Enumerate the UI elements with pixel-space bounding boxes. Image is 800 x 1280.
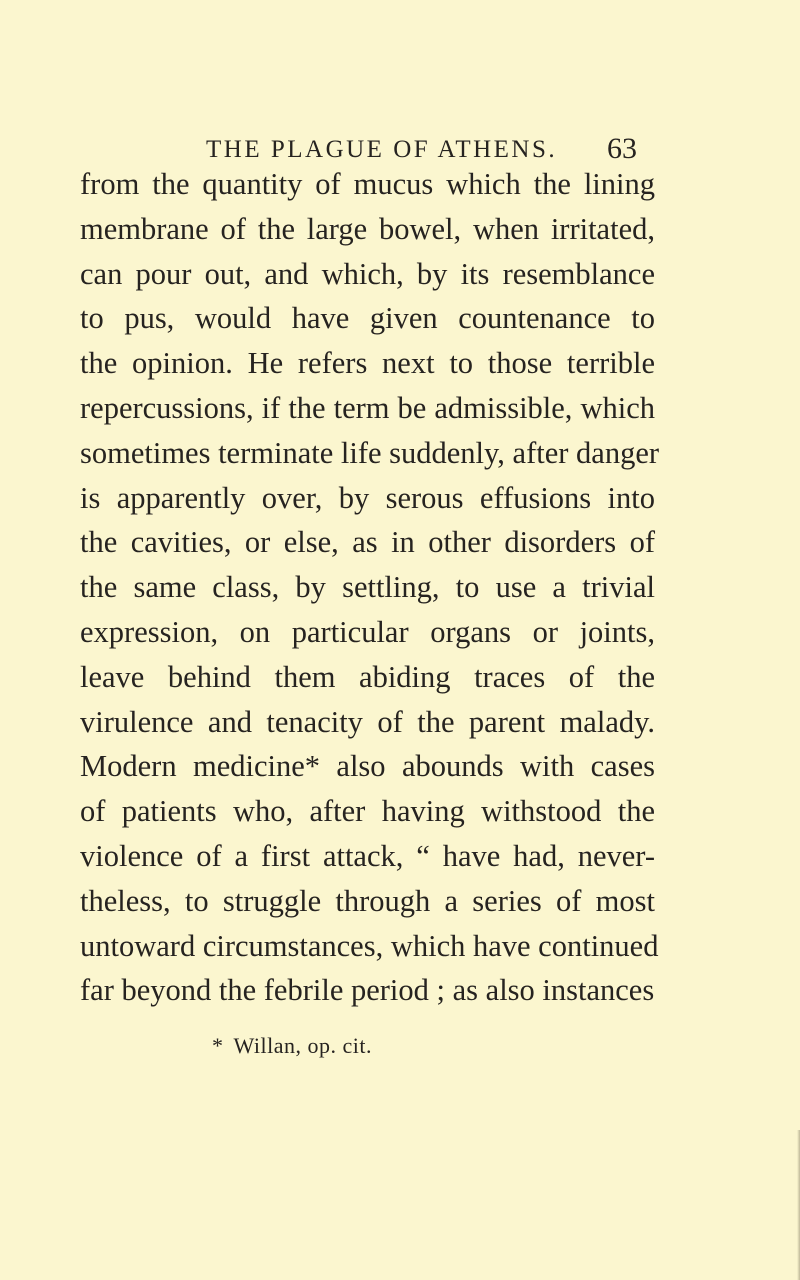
text-line: far beyond the febrile period ; as also instances bbox=[80, 973, 655, 1008]
text-line: the opinion. He refers next to those terrible bbox=[80, 346, 655, 381]
page-number: 63 bbox=[607, 132, 637, 165]
text-line: the cavities, or else, as in other disorders of bbox=[80, 525, 655, 560]
text-line: from the quantity of mucus which the lining bbox=[80, 167, 655, 201]
running-title: THE PLAGUE OF ATHENS. bbox=[206, 136, 558, 163]
text-line: can pour out, and which, by its resemblance bbox=[80, 256, 655, 291]
text-line: leave behind them abiding traces of the bbox=[80, 659, 655, 694]
text-line: untoward circumstances, which have continued bbox=[80, 928, 659, 963]
footnote-text: Willan, op. cit. bbox=[233, 1033, 372, 1058]
text-line: to pus, would have given countenance to bbox=[80, 301, 655, 336]
text-line: of patients who, after having withstood the bbox=[80, 794, 655, 829]
text-line: is apparently over, by serous effusions into bbox=[80, 480, 655, 515]
text-line: repercussions, if the term be admissible, which bbox=[80, 390, 655, 425]
text-line: expression, on particular organs or joints, bbox=[80, 614, 655, 649]
body-text bbox=[80, 162, 660, 1013]
text-line: the same class, by settling, to use a trivial bbox=[80, 570, 655, 605]
text-line: membrane of the large bowel, when irritated, bbox=[80, 211, 655, 246]
text-line: virulence and tenacity of the parent malady. bbox=[80, 704, 655, 739]
text-line: violence of a first attack, “ have had, never- bbox=[80, 838, 655, 873]
footnote bbox=[212, 1035, 372, 1057]
text-line: theless, to struggle through a series of most bbox=[80, 883, 655, 918]
text-line: Modern medicine* also abounds with cases bbox=[80, 749, 655, 784]
text-line: sometimes terminate life suddenly, after danger bbox=[80, 435, 660, 470]
footnote-marker: * bbox=[212, 1033, 224, 1058]
